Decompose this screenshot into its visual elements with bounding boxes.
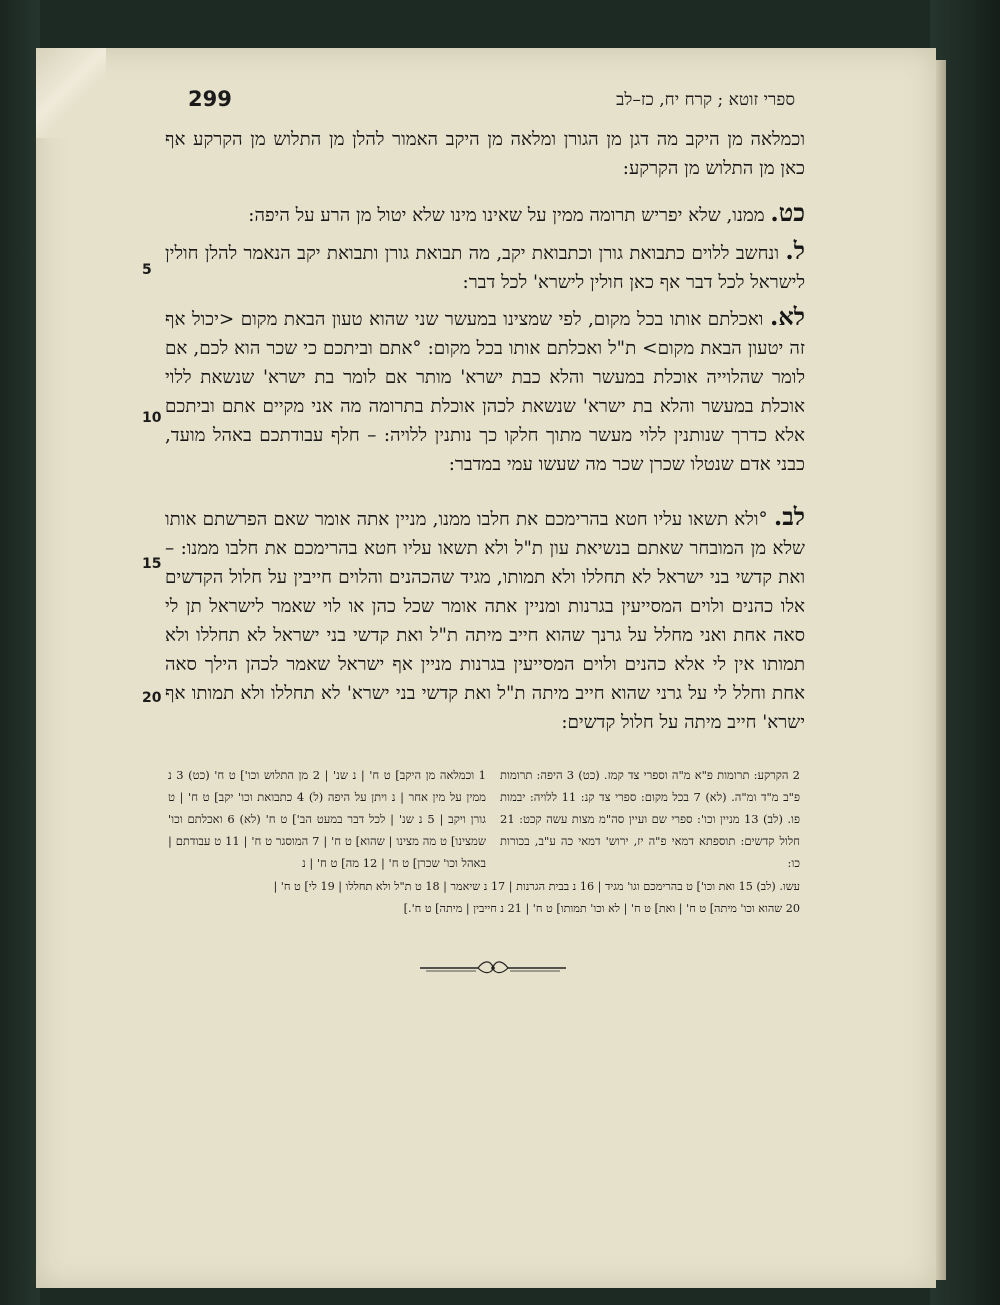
notes-line-2: 20 שהוא וכו' מיתה] ט ח' | ואת] ט ח' | לא וכו' תמותו] ט ח' | 21 נ חייבין | מיתה] ט ח'.] — [403, 902, 800, 915]
running-head: ספרי זוטא ; קרח יח, כז–לב — [616, 90, 795, 110]
line-number-15: 15 — [142, 556, 162, 572]
section-label-29: כט. — [770, 198, 805, 227]
notes-left-column: 1 וכמלאה מן היקב] ט ח' | נ שנ' | 2 מן התלוש וכו'] ט ח' (כט) 3 נ ממין על מין אחר | נ ויתן על היפה (ל) 4 כתבואת וכו' יקב] ט ח' | ט גורן ויקב | 5 נ שנ' | לכל דבר במעט הב'] ט ח' (לא) 6 ואכלתם וכו' שמצינו] ט מה מצינו | שהוא] ט ח' | 7 המוסגר ט ח' | 11 ט עבודתם | באהל וכו' שכרן] ט ח' | 12 מה] ט ח' | נ — [168, 768, 486, 870]
notes-line-1: עשו. (לב) 15 ואת וכו'] ט בהרימכם וגו' מגיד | 16 נ בבית הגרנות | 17 נ שיאמר | 18 ט ת"ל ולא תחללו | 19 לי] ט ח' | — [273, 880, 800, 893]
section-text-32: °ולא תשאו עליו חטא בהרימכם את חלבו ממנו, מניין אתה אומר שאם הפרשתם אותו שלא מן המובחר שאתם בנשיאת עון ת"ל ולא תשאו עליו חטא בהרימכם את חלבו ממנו: – ואת קדשי בני ישראל לא תחללו ולא תמותו, מגיד שהכהנים והלוים חייבין על חלול הקדשים אלו כהנים ולוים המסייעין בגרנות ומניין אתה אומר שכל כהן או לוי שאמר לישראל תן לי סאה אחת ואני מחלל על גרנך שהוא חייב מיתה ת"ל ואת קדשי בני ישראל לא תחללו ולא תמותו אין לי אלא כהנים ולוים המסייעין בגרנות מניין אף ישראל שאמר לכהן הילך סאה אחת וחלל לי על גרני שהוא חייב מיתה ת"ל ואת קדשי בני ישרא' לא תחללו ולא תמותו אף ישרא' חייב מיתה על חלול קדשים: — [165, 509, 805, 733]
opening-paragraph — [165, 125, 805, 183]
section-text-31: ואכלתם אותו בכל מקום, לפי שמצינו במעשר שני שהוא טעון הבאת מקום <יכול אף זה יטעון הבאת מקום> ת"ל ואכלתם אותו בכל מקום: °אתם וביתכם כי שכר הוא לכם, אם לומר שהלוייה אוכלת במעשר והלא כבת ישרא' מותר אם לומר בת ישרא' שנשאת ללוי אוכלת במעשר והלא בת ישרא' שנשאת לכהן אוכלת בתרומה מה אני מקיים אתם וביתכם אלא כדרך שנותנין ללוי מעשר מתוך חלקו כך נותנין ללויה: – חלף עבודתכם באהל מועד, כבני אדם שנטלו שכרן שכר מה שעשו עמי במדבר: — [165, 309, 805, 475]
section-text-30: ונחשב ללוים כתבואת גורן וכתבואת יקב, מה תבואת גורן ותבואת יקב הנאמר להלן חולין לישראל לכל דבר אף כאן חולין לישרא' לכל דבר: — [165, 243, 805, 293]
paragraph-29 — [165, 198, 805, 230]
page-edge — [936, 60, 946, 1280]
paragraph-31 — [165, 302, 805, 479]
section-label-32: לב. — [773, 502, 806, 531]
section-label-30: ל. — [785, 236, 806, 265]
paragraph-32 — [165, 502, 805, 737]
notes-right-column: 2 הקרקע: תרומות פ"א מ"ה וספרי צד קמז. (כט) 3 היפה: תרומות פ"ב מ"ד ומ"ה. (לא) 7 בכל מקום: ספרי צד קנ: 11 ללויה: יבמות פו. (לב) 13 מניין וכו': ספרי שם ועיין סה"מ מצות עשה קכט: 21 חלול קדשים: תוספתא דמאי פ"ה יז, ירוש' דמאי כה ע"ב, בכורות כו: — [500, 768, 800, 870]
opening-text: וכמלאה מן היקב מה דגן מן הגורן ומלאה מן היקב האמור להלן מן התלוש מן הקרקע אף כאן מן התלוש מן הקרקע: — [165, 129, 805, 179]
page-corner-curl — [36, 48, 106, 138]
line-number-5: 5 — [142, 262, 152, 278]
section-text-29: ממנו, שלא יפריש תרומה ממין על שאינו מינו שלא יטול מן הרע על היפה: — [248, 205, 765, 226]
ornament-divider — [418, 958, 568, 978]
book-cover-left — [0, 0, 40, 1305]
line-number-20: 20 — [142, 690, 162, 706]
paragraph-30 — [165, 236, 805, 297]
line-number-10: 10 — [142, 410, 162, 426]
section-label-31: לא. — [770, 302, 805, 331]
page-number: 299 — [188, 87, 232, 111]
